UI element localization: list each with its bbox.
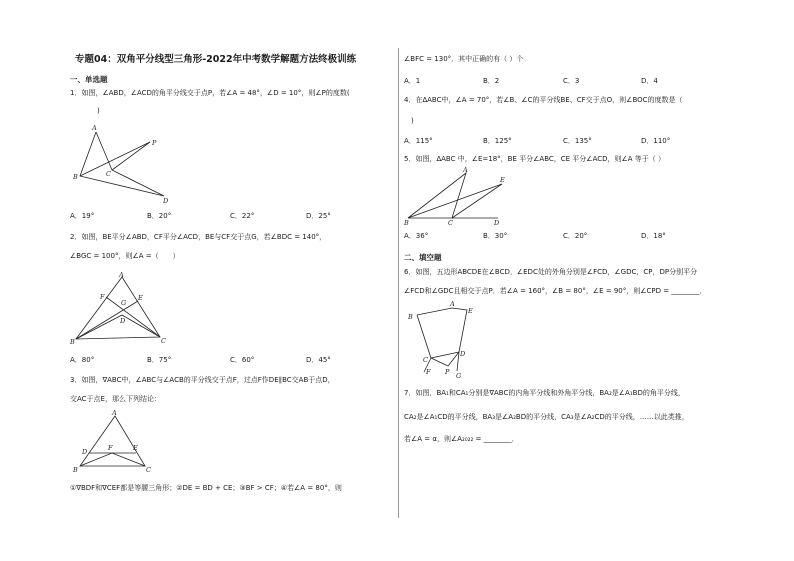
q6-label-c: C bbox=[423, 356, 428, 364]
q2-option-b: B．75° bbox=[147, 356, 172, 364]
q3-text-line3: ①∇BDF和∇CEF都是等腰三角形；②DE = BD + CE；③BF > CF；④若∠A = 80°，则 bbox=[70, 484, 342, 492]
q5-label-b: B bbox=[404, 219, 409, 227]
q5-label-a: A bbox=[463, 166, 468, 174]
q4-option-a: A．115° bbox=[404, 137, 433, 145]
q7-text-line1: 7．如图，BA₁和CA₁分别是∇ABC的内角平分线和外角平分线，BA₂是∠A₁BD的角平分线， bbox=[404, 389, 685, 397]
q1-option-b: B．20° bbox=[147, 212, 172, 220]
q6-label-f: F bbox=[426, 368, 431, 376]
q6-label-e: E bbox=[468, 307, 473, 315]
q4-option-b: B．125° bbox=[483, 137, 512, 145]
q5-option-b: B．30° bbox=[483, 232, 508, 240]
page-title: 专题04：双角平分线型三角形-2022年中考数学解题方法终极训练 bbox=[75, 54, 357, 65]
q2-label-b: B bbox=[70, 338, 75, 346]
q6-text-line1: 6．如图，五边形ABCDE在∠BCD，∠EDC处的外角分别是∠FCD，∠GDC，CP，DP分别平分 bbox=[404, 268, 698, 276]
q3-text-line2: 交AC于点E，那么下列结论： bbox=[70, 395, 161, 403]
q2-label-d: D bbox=[120, 317, 126, 325]
q5-figure bbox=[404, 168, 509, 226]
q6-label-g: G bbox=[456, 372, 462, 380]
q6-figure bbox=[404, 300, 484, 380]
section-heading-single-choice: 一、单选题 bbox=[70, 75, 108, 84]
q5-option-c: C．20° bbox=[563, 232, 588, 240]
q2-label-c: C bbox=[161, 337, 166, 345]
q6-label-a: A bbox=[450, 300, 455, 308]
q5-option-a: A．36° bbox=[404, 232, 429, 240]
q2-text-line2: ∠BGC = 100°，则∠A =（ ） bbox=[70, 252, 180, 260]
q7-text-line2: CA₂是∠A₁CD的平分线，BA₃是∠A₂BD的平分线，CA₃是∠A₂CD的平分线，……以此类推， bbox=[404, 413, 689, 421]
q3-label-e: E bbox=[133, 444, 138, 452]
q6-label-p: P bbox=[445, 368, 450, 376]
q1-option-d: D．25° bbox=[306, 212, 331, 220]
q5-label-d: D bbox=[494, 219, 500, 227]
q2-label-f: F bbox=[100, 293, 105, 301]
q7-text-line3: 若∠A = α，则∠A₂₀₂₂ = ________． bbox=[404, 435, 519, 443]
q2-figure bbox=[70, 271, 170, 346]
q2-label-e: E bbox=[138, 294, 143, 302]
section-heading-fill-blank: 二、填空题 bbox=[404, 253, 442, 262]
q3-text-line1: 3．如图，∇ABC中，∠ABC与∠ACB的平分线交于点F，过点F作DE∥BC交AB于点D， bbox=[70, 376, 335, 384]
q2-option-a: A．80° bbox=[70, 356, 95, 364]
q1-figure bbox=[70, 124, 180, 204]
column-divider bbox=[398, 48, 399, 518]
q3-continuation: ∠BFC = 130°．其中正确的有（ ）个 bbox=[404, 55, 524, 63]
q3-option-b: B．2 bbox=[483, 77, 500, 85]
q2-text-line1: 2．如图，BE平分∠ABD，CF平分∠ACD，BE与CF交于点G，若∠BDC = 140°， bbox=[70, 233, 327, 241]
q1-label-a: A bbox=[92, 124, 97, 132]
q5-label-e: E bbox=[500, 176, 505, 184]
q3-option-c: C．3 bbox=[563, 77, 580, 85]
q3-figure bbox=[70, 410, 155, 475]
q1-label-d: D bbox=[163, 197, 169, 205]
q1-option-c: C．22° bbox=[230, 212, 255, 220]
q6-label-b: B bbox=[408, 313, 413, 321]
q3-option-d: D．4 bbox=[641, 77, 658, 85]
q3-label-d: D bbox=[82, 448, 88, 456]
q2-option-c: C．60° bbox=[230, 356, 255, 364]
q4-text-line1: 4．在∆ABC中，∠A = 70°，若∠B、∠C的平分线BE、CF交于点O，则∠BOC的度数是（ bbox=[404, 96, 683, 104]
q4-option-c: C．135° bbox=[563, 137, 592, 145]
q5-label-c: C bbox=[448, 219, 453, 227]
q1-option-a: A．19° bbox=[70, 212, 95, 220]
q4-text-line2: ) bbox=[411, 117, 414, 125]
q3-label-c: C bbox=[146, 466, 151, 474]
q4-option-d: D．110° bbox=[641, 137, 671, 145]
q1-text-line1: 1．如图，∠ABD，∠ACD的角平分线交于点P，若∠A = 48°，∠D = 10°，则∠P的度数( bbox=[70, 89, 350, 97]
q2-option-d: D．45° bbox=[306, 356, 331, 364]
q1-label-b: B bbox=[73, 173, 78, 181]
q6-text-line2: ∠FCD和∠GDC且相交于点P．若∠A = 160°，∠B = 80°，∠E = 90°，则∠CPD = ________． bbox=[404, 287, 707, 295]
q3-option-a: A．1 bbox=[404, 77, 421, 85]
q1-label-p: P bbox=[152, 139, 157, 147]
q5-text-line1: 5．如图，∆ABC 中，∠E=18°，BE 平分∠ABC，CE 平分∠ACD，则∠A 等于（ ） bbox=[404, 155, 666, 163]
q1-label-c: C bbox=[106, 170, 111, 178]
q2-label-g: G bbox=[121, 299, 127, 307]
q2-label-a: A bbox=[119, 271, 124, 279]
q3-label-f: F bbox=[108, 444, 113, 452]
q6-label-d: D bbox=[460, 350, 466, 358]
q3-label-a: A bbox=[112, 409, 117, 417]
q1-text-line2: ) bbox=[97, 107, 100, 115]
q3-label-b: B bbox=[73, 466, 78, 474]
q5-option-d: D．18° bbox=[641, 232, 666, 240]
